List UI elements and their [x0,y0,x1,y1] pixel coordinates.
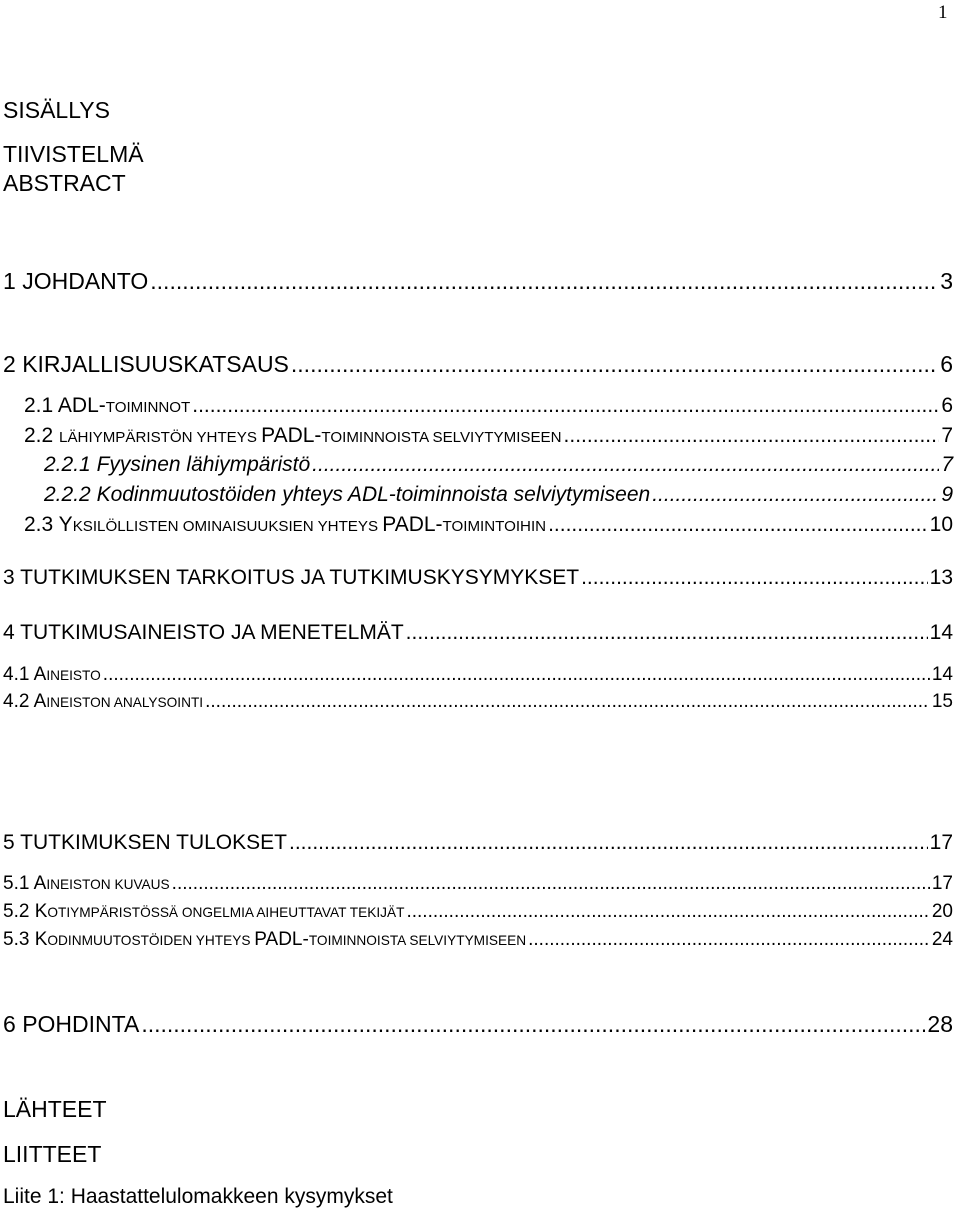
dot-leader [406,901,929,923]
dot-leader [548,513,928,537]
toc-title-part: PADL- [254,929,309,950]
back-item-appendices: LIITTEET [3,1141,102,1167]
toc-num: 5.2 [3,901,30,922]
toc-entry-4-1[interactable] [3,664,953,686]
toc-num: 4.2 [3,691,30,712]
toc-title-part: OTIYMPÄRISTÖSSÄ ONGELMIA AIHEUTTAVAT TEKIJÄT [47,905,405,920]
toc-page: 28 [927,1011,953,1037]
toc-title-part: ADL- [57,394,106,417]
toc-page: 6 [941,394,953,417]
toc-num: 2.2 [24,424,54,447]
appendix-item-1: Liite 1: Haastattelulomakkeen kysymykset [3,1185,393,1208]
toc-title-part: INEISTO [46,668,101,683]
page-number: 1 [938,2,948,23]
toc-num: 2.2.1 [44,453,91,476]
toc-title-part: TOIMINTOIHIN [442,518,547,535]
toc-entry-6[interactable] [3,1011,953,1038]
front-item-abstract-fi: TIIVISTELMÄ [3,141,144,167]
toc-title: TUTKIMUKSEN TULOKSET [20,831,287,854]
toc-heading: SISÄLLYS [3,97,110,123]
toc-page: 13 [929,566,953,589]
toc-entry-5-1[interactable] [3,873,953,895]
toc-entry-2-1[interactable] [24,394,953,418]
toc-entry-3[interactable] [3,566,953,590]
toc-page: 14 [931,664,953,685]
dot-leader [141,1011,925,1038]
toc-page: 7 [941,424,953,447]
toc-num: 5.3 [3,929,30,950]
toc-page: 3 [940,268,953,294]
toc-title: Fyysinen lähiympäristö [96,453,311,476]
toc-num: 2.3 [24,513,54,536]
toc-title-part: PADL- [382,513,443,536]
toc-page: 20 [931,901,953,922]
toc-entry-5-3[interactable] [3,929,953,951]
toc-title: Kodinmuutostöiden yhteys ADL-toiminnoista selviytymiseen [96,483,651,506]
toc-title: POHDINTA [22,1011,140,1037]
toc-title-part: PADL- [261,424,322,447]
toc-page: 10 [929,513,953,536]
dot-leader [205,691,930,713]
toc-title: KIRJALLISUUSKATSAUS [22,351,289,377]
toc-page: 14 [929,621,953,644]
toc-title-part: A [33,691,47,712]
dot-leader [192,394,939,418]
toc-num: 1 [3,268,16,294]
toc-page: 15 [931,691,953,712]
dot-leader [406,621,928,645]
toc-entry-2-2-1[interactable] [44,453,953,477]
back-item-references: LÄHTEET [3,1096,107,1122]
dot-leader [289,831,928,855]
toc-title-part: LÄHIYMPÄRISTÖN YHTEYS [59,429,262,446]
toc-page: 9 [941,483,953,506]
toc-title-part: K [34,929,48,950]
toc-title-part: A [33,664,47,685]
dot-leader [652,483,939,507]
toc-title-part: TOIMINNOT [105,399,191,416]
toc-title-part: INEISTON ANALYSOINTI [46,695,204,710]
dot-leader [103,664,930,686]
toc-title: TUTKIMUKSEN TARKOITUS JA TUTKIMUSKYSYMYKSET [20,566,580,589]
dot-leader [312,453,939,477]
toc-entry-2-3[interactable] [24,513,953,537]
toc-num: 6 [3,1011,16,1037]
toc-entry-1[interactable] [3,268,953,295]
toc-page: 24 [931,929,953,950]
toc-num: 5 [3,831,15,854]
toc-title-part: INEISTON KUVAUS [46,877,170,892]
toc-page: 7 [941,453,953,476]
toc-num: 2.2.2 [44,483,91,506]
toc-page: 17 [931,873,953,894]
toc-entry-5[interactable] [3,831,953,855]
dot-leader [581,566,928,590]
toc-title-part: TOIMINNOISTA SELVIYTYMISEEN [321,429,562,446]
toc-title: TUTKIMUSAINEISTO JA MENETELMÄT [20,621,404,644]
toc-num: 5.1 [3,873,30,894]
toc-num: 4.1 [3,664,30,685]
toc-title-part: TOIMINNOISTA SELVIYTYMISEEN [308,933,527,948]
toc-entry-5-2[interactable] [3,901,953,923]
toc-num: 3 [3,566,15,589]
toc-entry-2-2[interactable] [24,424,953,448]
dot-leader [564,424,940,448]
toc-entry-4[interactable] [3,621,953,645]
dot-leader [291,351,938,378]
dot-leader [150,268,938,295]
toc-title-part: K [34,901,48,922]
toc-title: JOHDANTO [22,268,149,294]
front-item-abstract-en: ABSTRACT [3,170,126,196]
toc-title-part: ODINMUUTOSTÖIDEN YHTEYS [47,933,255,948]
toc-entry-2[interactable] [3,351,953,378]
toc-title-part: A [33,873,47,894]
toc-num: 2.1 [24,394,54,417]
dot-leader [172,873,930,895]
toc-title-part: KSILÖLLISTEN OMINAISUUKSIEN YHTEYS [72,518,383,535]
toc-num: 2 [3,351,16,377]
toc-entry-2-2-2[interactable] [44,483,953,507]
toc-page: 6 [940,351,953,377]
toc-page: 17 [929,831,953,854]
toc-num: 4 [3,621,15,644]
toc-title-part: Y [58,513,73,536]
dot-leader [528,929,930,951]
toc-entry-4-2[interactable] [3,691,953,713]
